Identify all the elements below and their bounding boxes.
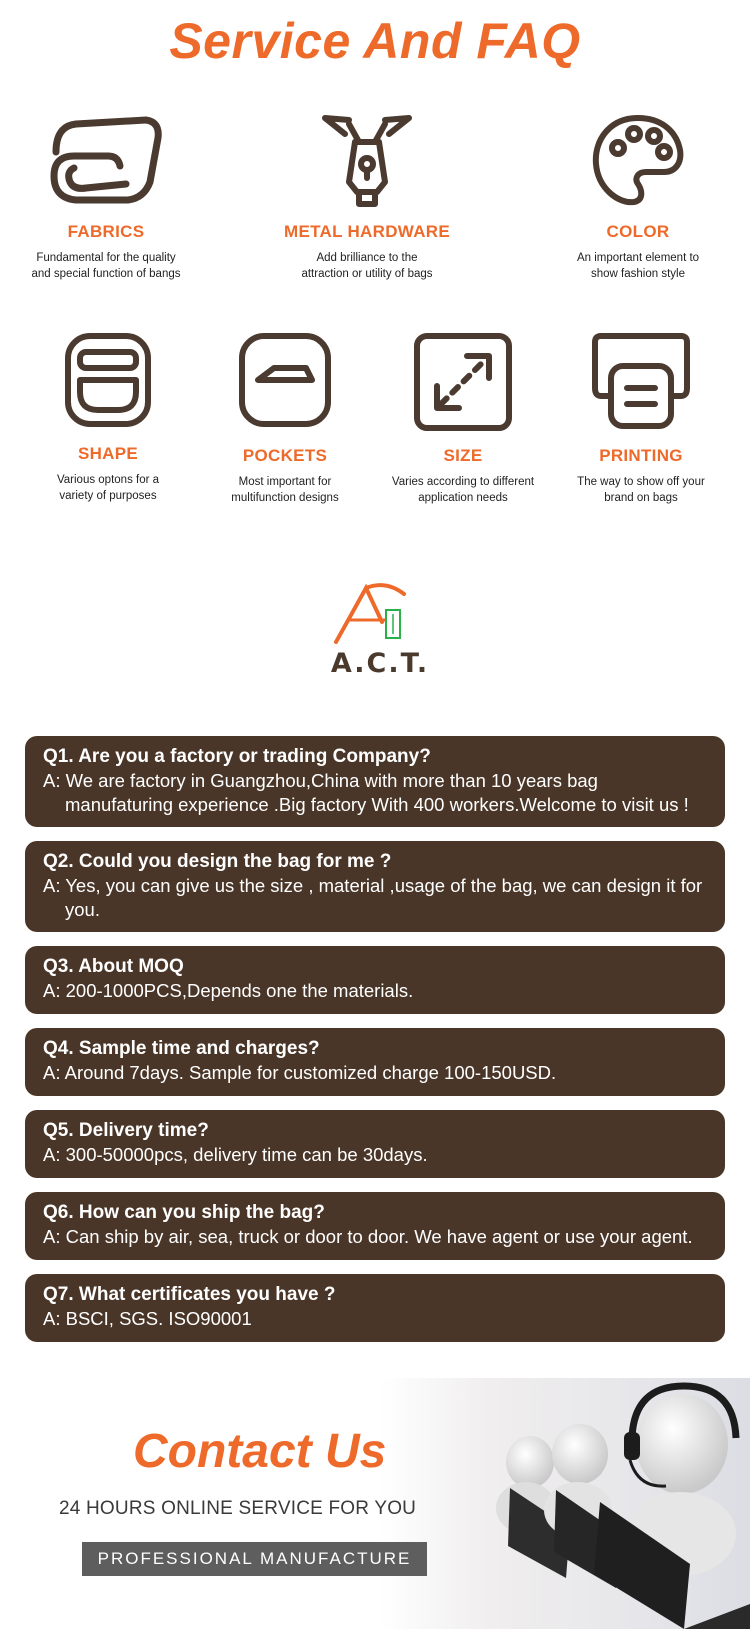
faq-item-7 <box>25 1274 725 1342</box>
faq-answer: A: BSCI, SGS. ISO90001 <box>43 1308 252 1329</box>
feature-desc: The way to show off your brand on bags <box>577 476 705 504</box>
feature-shape <box>23 330 193 504</box>
feature-desc: Add brilliance to the attraction or utility of bags <box>301 252 433 280</box>
support-agents-illustration <box>470 1378 750 1629</box>
feature-printing <box>556 332 726 506</box>
faq-answer: A: Around 7days. Sample for customized charge 100-150USD. <box>43 1062 557 1083</box>
faq-item-5 <box>25 1110 725 1178</box>
faq-question: Q4. Sample time and charges? <box>43 1038 320 1059</box>
bag-shape-icon <box>60 330 156 430</box>
resize-icon <box>413 332 513 432</box>
logo-text: A.C.T. <box>330 648 430 679</box>
faq-question: Q7. What certificates you have ? <box>43 1284 336 1305</box>
feature-name: FABRICS <box>67 222 145 241</box>
faq-item-2 <box>25 841 725 932</box>
feature-name: METAL HARDWARE <box>283 222 450 241</box>
feature-name: PRINTING <box>599 446 683 465</box>
feature-size <box>378 332 548 506</box>
act-logo <box>320 582 440 694</box>
faq-question: Q2. Could you design the bag for me ? <box>43 851 392 872</box>
faq-answer: A: Yes, you can give us the size , material ,usage of the bag, we can design it for you. <box>43 875 703 920</box>
feature-desc: An important element to show fashion style <box>576 252 700 280</box>
feature-pockets <box>200 332 370 506</box>
faq-answer: A: Can ship by air, sea, truck or door to door. We have agent or use your agent. <box>43 1226 693 1247</box>
faq-question: Q3. About MOQ <box>43 956 184 977</box>
faq-question: Q1. Are you a factory or trading Company? <box>43 746 431 767</box>
feature-desc: Various optons for a variety of purposes <box>56 474 160 502</box>
feature-metal-hardware <box>267 112 467 282</box>
contact-subtitle: 24 HOURS ONLINE SERVICE FOR YOU <box>59 1498 417 1519</box>
feature-name: POCKETS <box>242 446 328 465</box>
professional-manufacture-button[interactable]: PROFESSIONAL MANUFACTURE <box>82 1542 427 1576</box>
faq-item-1 <box>25 736 725 827</box>
feature-desc: Most important for multifunction designs <box>231 476 339 504</box>
feature-fabrics <box>16 112 196 282</box>
contact-banner <box>0 1378 750 1629</box>
faq-answer: A: We are factory in Guangzhou,China with more than 10 years bag manufaturing experience .Big factory With 400 workers.Welcome to visit us ! <box>43 770 689 815</box>
faq-answer: A: 200-1000PCS,Depends one the materials. <box>43 980 414 1001</box>
print-icon <box>591 332 691 432</box>
faq-answer: A: 300-50000pcs, delivery time can be 30days. <box>43 1144 428 1165</box>
pocket-icon <box>236 332 334 432</box>
feature-desc: Fundamental for the quality and special function of bangs <box>31 252 181 280</box>
feature-color <box>548 112 728 282</box>
feature-name: COLOR <box>606 222 670 241</box>
faq-item-3 <box>25 946 725 1014</box>
palette-icon <box>590 112 686 208</box>
feature-desc: Varies according to different application needs <box>391 476 535 504</box>
faq-question: Q5. Delivery time? <box>43 1120 209 1141</box>
page-title: Service And FAQ <box>169 13 581 69</box>
feature-name: SHAPE <box>77 444 139 463</box>
zipper-icon <box>319 112 415 208</box>
fabric-roll-icon <box>46 112 166 208</box>
act-logo-mark <box>320 582 440 648</box>
faq-question: Q6. How can you ship the bag? <box>43 1202 325 1223</box>
contact-title: Contact Us <box>133 1425 387 1478</box>
faq-item-6 <box>25 1192 725 1260</box>
faq-item-4 <box>25 1028 725 1096</box>
feature-name: SIZE <box>443 446 483 465</box>
